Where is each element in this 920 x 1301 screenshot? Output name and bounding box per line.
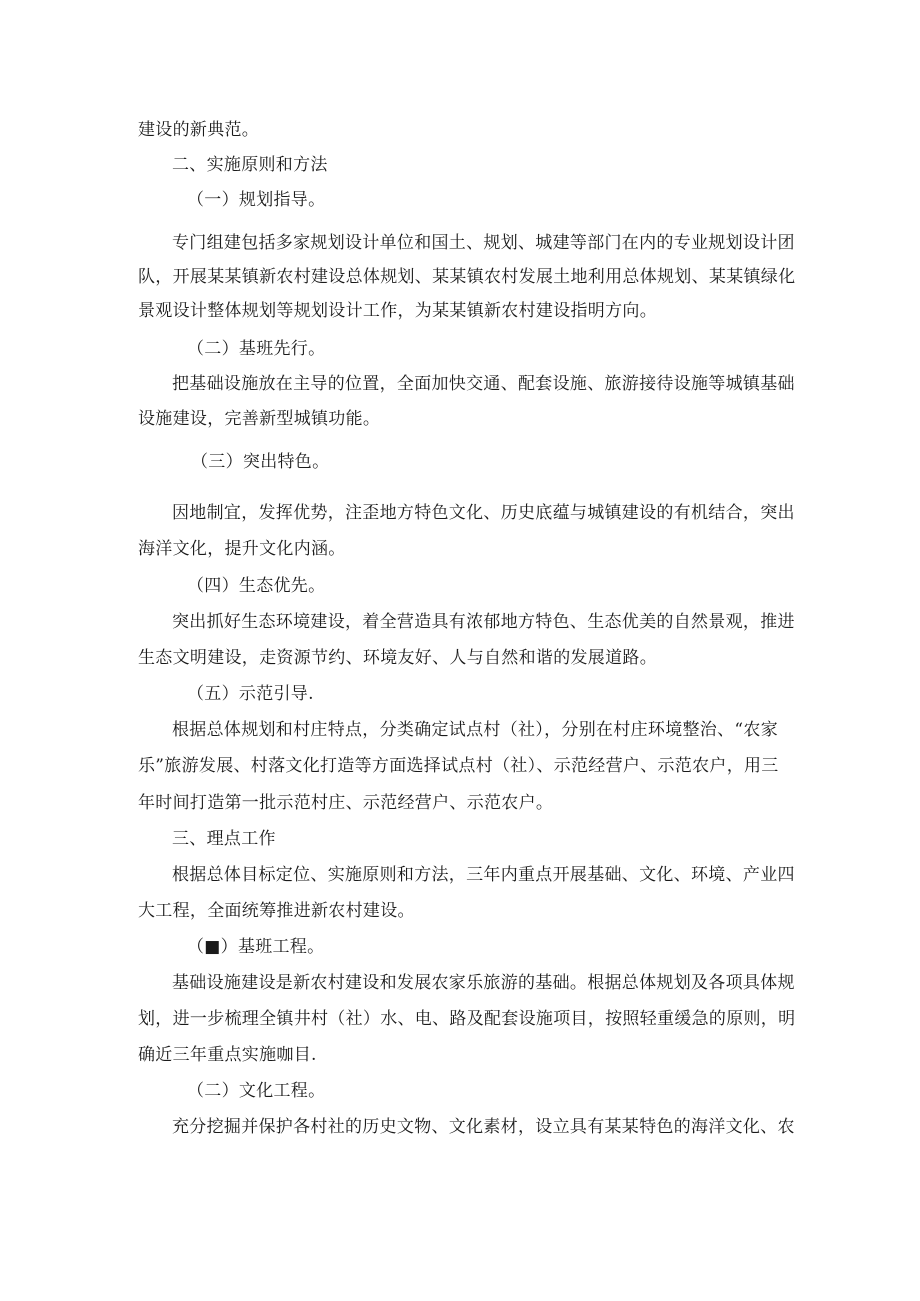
text-line: 大工程，全面统筹推进新农村建设。 <box>138 901 415 921</box>
subsection-heading: （三）突出特色。 <box>191 452 330 472</box>
subsection-heading: （一）规划指导。 <box>187 190 326 210</box>
text-line: 生态文明建设，走资源节约、环境友好、人与自然和谐的发展道路。 <box>138 648 657 668</box>
subsection-heading: （二）文化工程。 <box>187 1081 326 1101</box>
subsection-heading: （四）生态优先。 <box>187 576 326 596</box>
text-line: 确近三年重点实施咖目. <box>138 1045 317 1065</box>
subsection-heading: （二）基班先行。 <box>187 339 326 359</box>
text-line: 突出抓好生态环境建设，着全营造具有浓郁地方特色、生态优美的自然景观，推进 <box>172 612 795 632</box>
text-line: 年时间打造第一批示范村庄、示范经营户、示范农户。 <box>138 793 554 813</box>
text-line: 队，开展某某镇新农村建设总体规划、某某镇农村发展土地利用总体规划、某某镇绿化 <box>138 267 796 287</box>
text-line: 因地制宜，发挥优势，注歪地方特色文化、历史底蕴与城镇建设的有机结合，突出 <box>172 503 795 523</box>
text-line: 海洋文化，提升文化内涵。 <box>138 539 346 559</box>
text-line: 划，进一步梳理全镇井村（社）水、电、路及配套设施项目，按照轻重缓急的原则，明 <box>138 1009 796 1029</box>
subsection-heading: （五）示范引导. <box>187 684 314 704</box>
section-heading: 三、理点工作 <box>172 829 276 849</box>
text-line: 充分挖掘并保护各村社的历史文物、文化素材，设立具有某某特色的海洋文化、农 <box>172 1117 795 1137</box>
text-line: 乐”旅游发展、村落文化打造等方面选择试点村（社）、示范经营户、示范农户，用三 <box>138 756 779 776</box>
section-heading: 二、实施原则和方法 <box>172 155 328 175</box>
text-line: 把基础设施放在主导的位置，全面加快交通、配套设施、旅游接待设施等城镇基础 <box>172 374 795 394</box>
text-line: 景观设计整体规划等规划设计工作，为某某镇新农村建设指明方向。 <box>138 301 657 321</box>
subsection-heading: （■）基班工程。 <box>187 937 325 957</box>
text-line: 建设的新典范。 <box>138 120 260 140</box>
text-line: 基础设施建设是新农村建设和发展农家乐旅游的基础。根据总体规划及各项具体规 <box>172 973 795 993</box>
text-line: 根据总体规划和村庄特点，分类确定试点村（社），分别在村庄环境整治、“农家 <box>172 720 778 740</box>
text-line: 设施建设，完善新型城镇功能。 <box>138 409 381 429</box>
text-line: 根据总体目标定位、实施原则和方法，三年内重点开展基础、文化、环境、产业四 <box>172 865 795 885</box>
text-line: 专门组建包括多家规划设计单位和国土、规划、城建等部门在内的专业规划设计团 <box>172 233 795 253</box>
